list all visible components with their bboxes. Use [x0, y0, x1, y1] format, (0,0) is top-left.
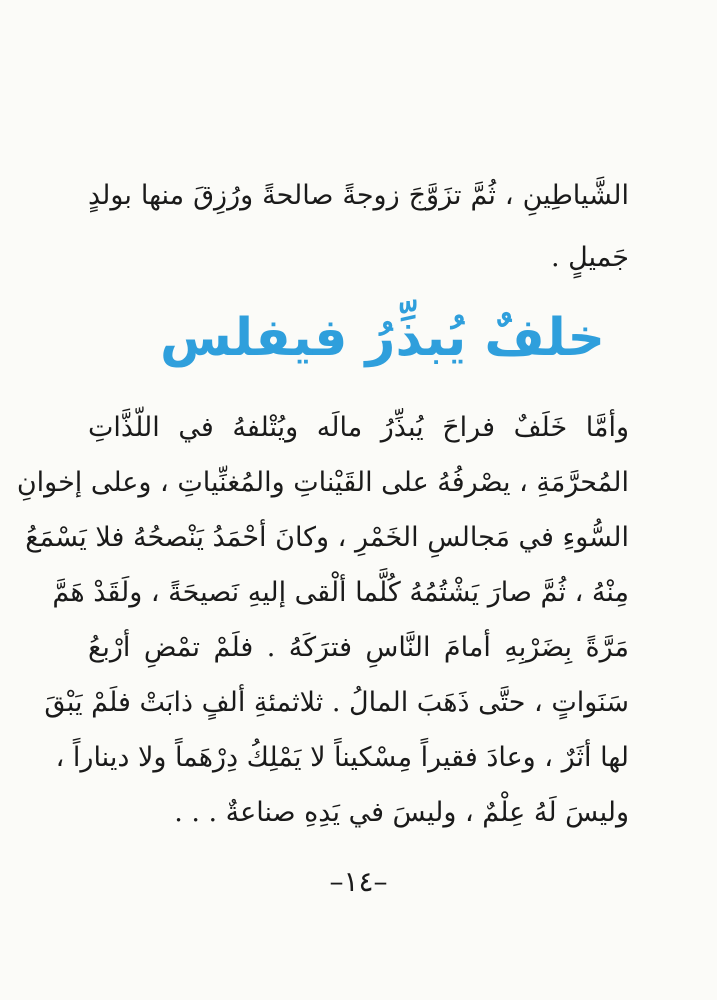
- body-line-7: لها أثَرٌ ، وعادَ فقيراً مِسْكيناً لا يَمْلِكُ دِرْهَماً ولا ديناراً ،: [55, 742, 629, 773]
- body-line-4: مِنْهُ ، ثُمَّ صارَ يَشْتُمُهُ كُلَّما ألْقى إليهِ نَصيحَةً ، ولَقَدْ هَمَّ: [52, 577, 629, 608]
- section-heading: خلفٌ يُبذِّرُ فيفلس: [160, 308, 605, 368]
- body-line-3: السُّوءِ في مَجالسِ الخَمْرِ ، وكانَ أحْمَدُ يَنْصحُهُ فلا يَسْمَعُ: [25, 522, 629, 553]
- body-line-1: وأمَّا خَلَفٌ فراحَ يُبذِّرُ مالَه ويُتْلفهُ في اللّذَّاتِ: [88, 412, 629, 443]
- body-line-5: مَرَّةً بِضَرْبِهِ أمامَ النَّاسِ فترَكَهُ . فلَمْ تمْضِ أرْبعُ: [88, 632, 629, 663]
- intro-line-2: جَميلٍ .: [550, 242, 629, 273]
- page-number: –١٤–: [329, 865, 388, 898]
- body-line-8: وليسَ لَهُ عِلْمٌ ، وليسَ في يَدِهِ صناعةٌ . . .: [174, 797, 629, 828]
- body-line-6: سَنَواتٍ ، حتَّى ذَهَبَ المالُ . ثلاثمئةِ ألفٍ ذابَتْ فلَمْ يَبْقَ: [44, 687, 629, 718]
- intro-line-1: الشَّياطِينِ ، ثُمَّ تزَوَّجَ زوجةً صالحةً ورُزِقَ منها بولدٍ: [88, 180, 629, 211]
- body-line-2: المُحرَّمَةِ ، يصْرفُهُ على القَيْناتِ والمُغنِّياتِ ، وعلى إخوانِ: [16, 467, 629, 498]
